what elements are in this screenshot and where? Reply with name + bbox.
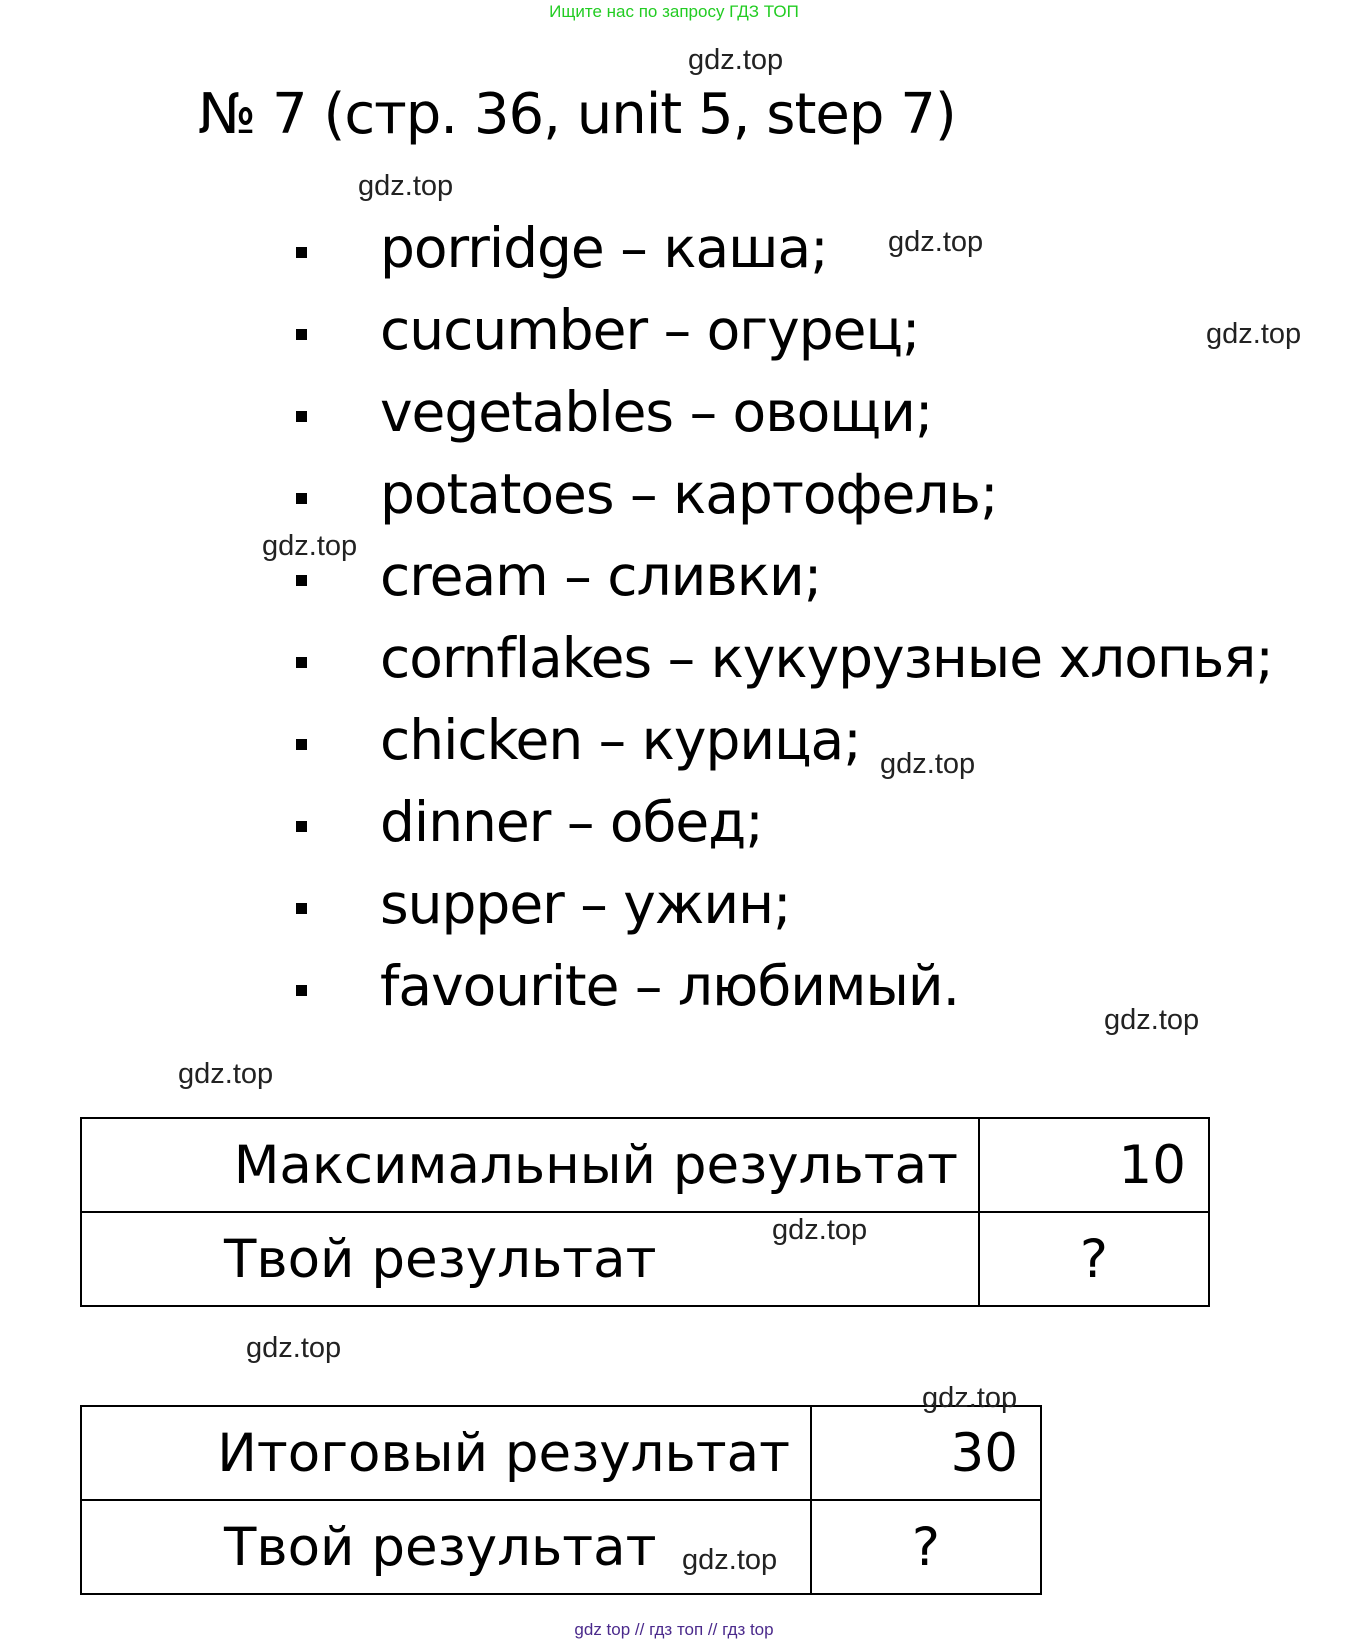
max-score-value: 10 xyxy=(979,1118,1209,1212)
bullet-icon xyxy=(296,329,307,340)
watermark: gdz.top xyxy=(1104,1004,1200,1036)
watermark: gdz.top xyxy=(922,1382,1018,1414)
watermark: gdz.top xyxy=(1206,318,1302,350)
bullet-icon xyxy=(296,657,307,668)
table-row xyxy=(81,1118,1209,1212)
bullet-icon xyxy=(296,575,307,586)
watermark: gdz.top xyxy=(772,1214,868,1246)
your-total-value: ? xyxy=(811,1500,1041,1594)
watermark: gdz.top xyxy=(358,170,454,202)
watermark: gdz.top xyxy=(178,1058,274,1090)
total-table xyxy=(80,1405,1042,1595)
search-banner: Ищите нас по запросу ГДЗ ТОП xyxy=(549,2,799,21)
total-score-label: Итоговый результат xyxy=(81,1406,811,1500)
score-table xyxy=(80,1117,1210,1307)
bullet-icon xyxy=(296,411,307,422)
vocab-entry: cucumber – огурец; xyxy=(380,298,920,362)
your-total-label: Твой результат xyxy=(81,1500,811,1594)
vocab-entry: vegetables – овощи; xyxy=(380,380,933,444)
total-score-value: 30 xyxy=(811,1406,1041,1500)
watermark: gdz.top xyxy=(246,1332,342,1364)
vocab-entry: potatoes – картофель; xyxy=(380,462,998,526)
bullet-icon xyxy=(296,821,307,832)
table-row xyxy=(81,1406,1041,1500)
page-title: № 7 (стр. 36, unit 5, step 7) xyxy=(198,82,956,147)
watermark: gdz.top xyxy=(888,226,984,258)
table-row xyxy=(81,1212,1209,1306)
vocab-entry: cream – сливки; xyxy=(380,544,822,608)
bullet-icon xyxy=(296,903,307,914)
watermark: gdz.top xyxy=(880,748,976,780)
bullet-icon xyxy=(296,247,307,258)
vocab-entry: supper – ужин; xyxy=(380,872,791,936)
bullet-icon xyxy=(296,739,307,750)
watermark: gdz.top xyxy=(682,1544,778,1576)
your-score-value: ? xyxy=(979,1212,1209,1306)
footer-links: gdz top // гдз топ // гдз top xyxy=(574,1620,774,1639)
max-score-label: Максимальный результат xyxy=(81,1118,979,1212)
watermark: gdz.top xyxy=(688,44,784,76)
vocab-entry: favourite – любимый. xyxy=(380,954,960,1018)
watermark: gdz.top xyxy=(262,530,358,562)
your-score-label: Твой результат xyxy=(81,1212,979,1306)
vocab-entry: chicken – курица; xyxy=(380,708,861,772)
bullet-icon xyxy=(296,493,307,504)
bullet-icon xyxy=(296,985,307,996)
vocab-entry: porridge – каша; xyxy=(380,216,828,280)
vocab-entry: dinner – обед; xyxy=(380,790,763,854)
table-row xyxy=(81,1500,1041,1594)
vocab-entry: cornflakes – кукурузные хлопья; xyxy=(380,626,1273,690)
